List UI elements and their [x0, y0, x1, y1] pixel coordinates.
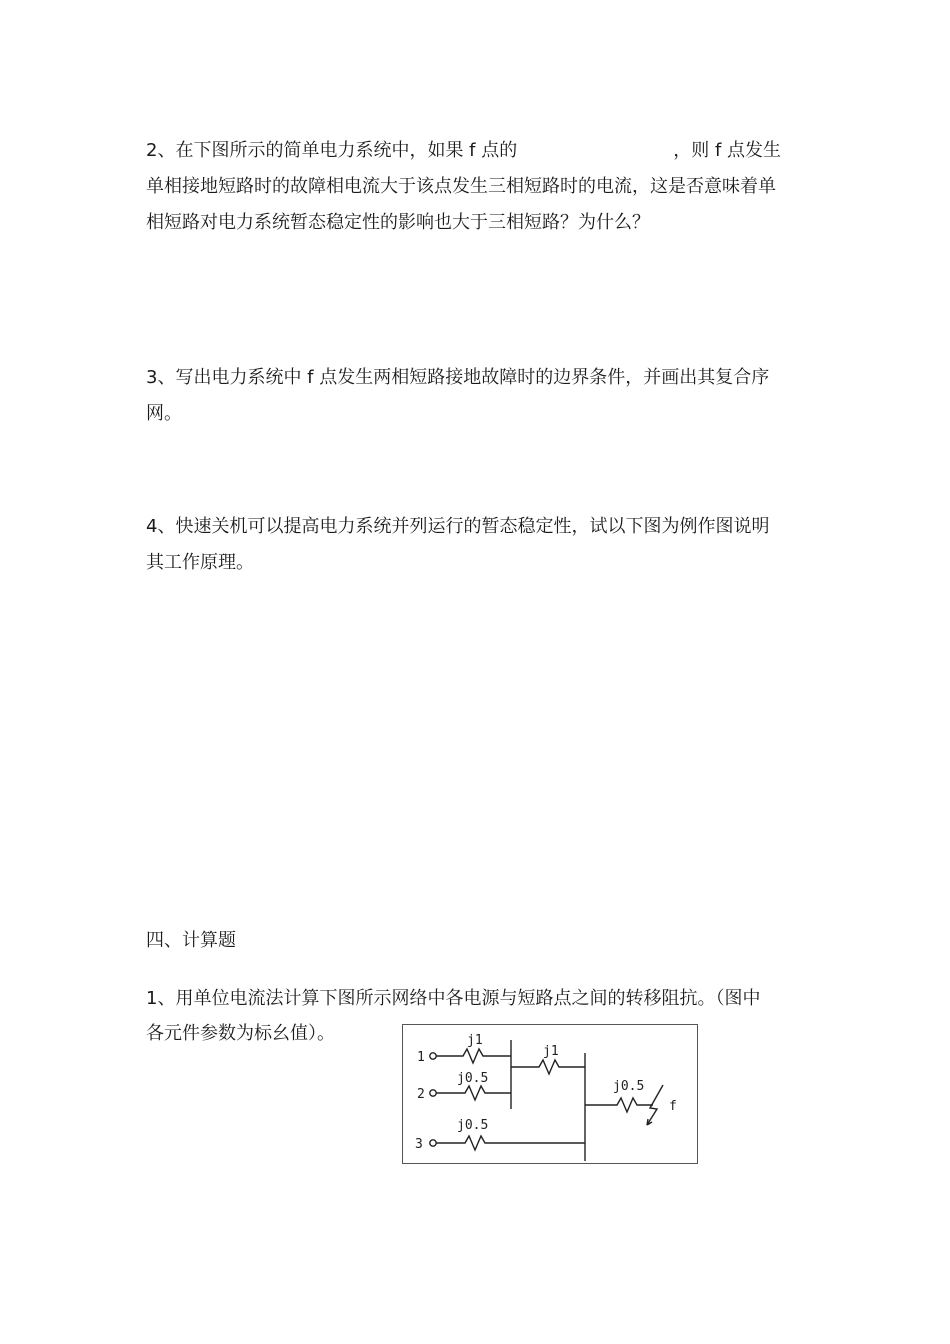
reactance-j1-b	[511, 1060, 585, 1074]
x3-label: j1	[543, 1044, 559, 1059]
node-1-terminal	[430, 1053, 436, 1059]
node-3-terminal	[430, 1140, 436, 1146]
x5-label: j0.5	[457, 1118, 489, 1133]
node-1-label: 1	[417, 1050, 425, 1065]
circuit-svg	[403, 1025, 699, 1165]
x4-label: j0.5	[613, 1079, 645, 1094]
fault-label: f	[669, 1099, 677, 1114]
reactance-j05-c	[585, 1098, 653, 1112]
q2-line-1	[146, 139, 781, 163]
q3-line-2: 网。	[146, 403, 182, 424]
q4-line-2: 其工作原理。	[146, 552, 254, 573]
q3-line-1: 3、写出电力系统中 f 点发生两相短路接地故障时的边界条件，并画出其复合序	[146, 367, 770, 388]
calc1-line-1: 1、用单位电流法计算下图所示网络中各电源与短路点之间的转移阻抗。（图中	[146, 988, 761, 1009]
q4-line-1: 4、快速关机可以提高电力系统并列运行的暂态稳定性，试以下图为例作图说明	[146, 516, 770, 537]
reactance-j05-b	[436, 1136, 585, 1150]
node-2-terminal	[430, 1090, 436, 1096]
x2-label: j0.5	[457, 1071, 489, 1086]
section-title: 四、计算题	[146, 930, 236, 951]
q2-line-1a: 2、在下图所示的简单电力系统中，如果 f 点的	[146, 140, 518, 161]
q2-line-3: 相短路对电力系统暂态稳定性的影响也大于三相短路？为什么？	[146, 212, 650, 233]
reactance-j05-a	[436, 1086, 511, 1100]
reactance-j1-a	[436, 1049, 511, 1063]
node-2-label: 2	[417, 1087, 425, 1102]
circuit-diagram	[402, 1024, 698, 1164]
q2-line-1b: ，则 f 点发生	[673, 140, 782, 161]
x1-label: j1	[467, 1033, 483, 1048]
q2-line-2: 单相接地短路时的故障相电流大于该点发生三相短路时的电流，这是否意味着单	[146, 176, 776, 197]
node-3-label: 3	[415, 1137, 423, 1152]
calc1-line-2: 各元件参数为标幺值）。	[146, 1023, 335, 1044]
